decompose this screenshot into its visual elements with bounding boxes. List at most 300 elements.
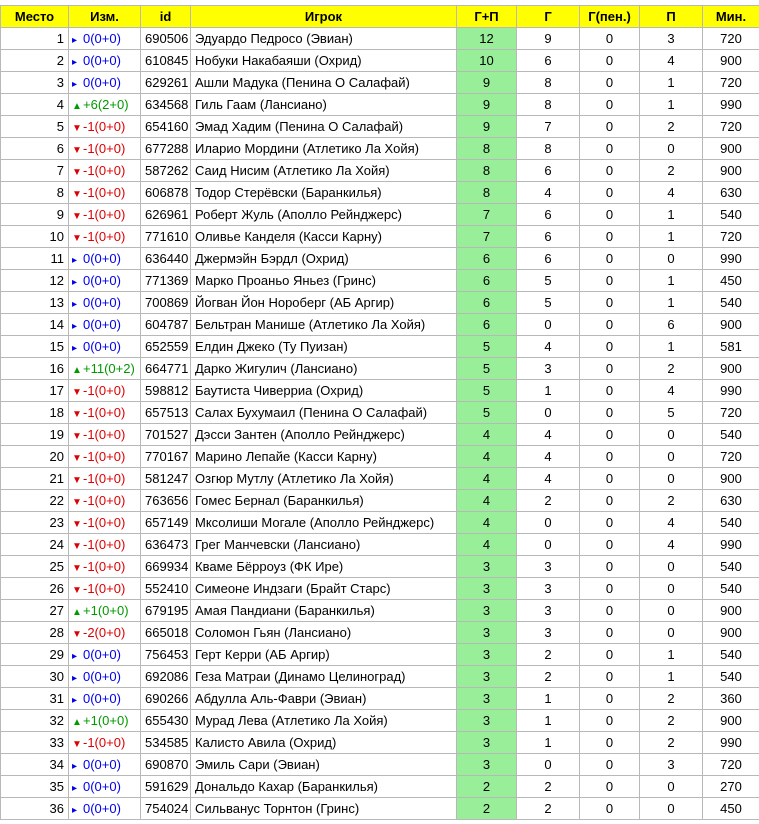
minutes-cell: 900	[703, 138, 759, 160]
pen-goals-cell: 0	[580, 204, 640, 226]
rank-cell: 16	[1, 358, 69, 380]
pen-goals-cell: 0	[580, 72, 640, 94]
assists-cell: 2	[640, 116, 703, 138]
gp-cell: 4	[457, 490, 517, 512]
pen-goals-cell: 0	[580, 490, 640, 512]
arrow-down-icon: ▼	[72, 541, 82, 552]
table-row[interactable]	[1, 468, 759, 490]
assists-cell: 0	[640, 578, 703, 600]
change-cell	[69, 556, 141, 578]
pen-goals-cell: 0	[580, 116, 640, 138]
change-cell	[69, 94, 141, 116]
id-cell: 626961	[141, 204, 191, 226]
goals-cell: 3	[517, 600, 580, 622]
pen-goals-cell: 0	[580, 270, 640, 292]
arrow-down-icon: ▼	[72, 497, 82, 508]
arrow-up-icon: ▲	[72, 607, 82, 618]
player-cell: Кваме Бёрроуз (ФК Ире)	[191, 556, 457, 578]
table-row[interactable]	[1, 28, 759, 50]
change-value: -2(0+0)	[83, 625, 126, 640]
change-value: 0(0+0)	[83, 317, 121, 332]
player-cell: Гомес Бернал (Баранкилья)	[191, 490, 457, 512]
pen-goals-cell: 0	[580, 754, 640, 776]
change-value: +11(0+2)	[83, 361, 135, 376]
arrow-right-icon: ▸	[72, 57, 78, 68]
table-row[interactable]	[1, 710, 759, 732]
rank-cell: 7	[1, 160, 69, 182]
change-value: 0(0+0)	[83, 31, 121, 46]
col-header-assists[interactable]: П	[640, 6, 703, 28]
goals-cell: 4	[517, 468, 580, 490]
id-cell: 690266	[141, 688, 191, 710]
table-row[interactable]	[1, 226, 759, 248]
change-cell	[69, 776, 141, 798]
table-row[interactable]	[1, 798, 759, 820]
goals-cell: 4	[517, 336, 580, 358]
change-cell	[69, 688, 141, 710]
change-value: 0(0+0)	[83, 295, 121, 310]
col-header-pen-goals[interactable]: Г(пен.)	[580, 6, 640, 28]
player-cell: Амая Пандиани (Баранкилья)	[191, 600, 457, 622]
pen-goals-cell: 0	[580, 512, 640, 534]
change-value: -1(0+0)	[83, 119, 126, 134]
gp-cell: 3	[457, 556, 517, 578]
change-value: -1(0+0)	[83, 735, 126, 750]
id-cell: 754024	[141, 798, 191, 820]
goals-cell: 0	[517, 534, 580, 556]
assists-cell: 2	[640, 160, 703, 182]
player-cell: Дэсси Зантен (Аполло Рейнджерс)	[191, 424, 457, 446]
gp-cell: 3	[457, 754, 517, 776]
change-value: 0(0+0)	[83, 691, 121, 706]
minutes-cell: 900	[703, 710, 759, 732]
id-cell: 690870	[141, 754, 191, 776]
col-header-goals[interactable]: Г	[517, 6, 580, 28]
id-cell: 679195	[141, 600, 191, 622]
minutes-cell: 990	[703, 534, 759, 556]
player-cell: Гиль Гаам (Лансиано)	[191, 94, 457, 116]
id-cell: 652559	[141, 336, 191, 358]
minutes-cell: 720	[703, 226, 759, 248]
pen-goals-cell: 0	[580, 776, 640, 798]
arrow-down-icon: ▼	[72, 233, 82, 244]
goals-cell: 2	[517, 798, 580, 820]
gp-cell: 3	[457, 666, 517, 688]
change-value: 0(0+0)	[83, 779, 121, 794]
assists-cell: 1	[640, 72, 703, 94]
arrow-right-icon: ▸	[72, 277, 78, 288]
player-cell: Нобуки Накабаяши (Охрид)	[191, 50, 457, 72]
pen-goals-cell: 0	[580, 182, 640, 204]
pen-goals-cell: 0	[580, 248, 640, 270]
change-value: -1(0+0)	[83, 581, 126, 596]
arrow-down-icon: ▼	[72, 475, 82, 486]
goals-cell: 6	[517, 248, 580, 270]
pen-goals-cell: 0	[580, 578, 640, 600]
id-cell: 771610	[141, 226, 191, 248]
player-cell: Тодор Стерёвски (Баранкилья)	[191, 182, 457, 204]
goals-cell: 1	[517, 732, 580, 754]
id-cell: 770167	[141, 446, 191, 468]
change-cell	[69, 446, 141, 468]
table-row[interactable]	[1, 732, 759, 754]
table-row[interactable]	[1, 314, 759, 336]
assists-cell: 5	[640, 402, 703, 424]
change-value: -1(0+0)	[83, 537, 126, 552]
player-cell: Соломон Гьян (Лансиано)	[191, 622, 457, 644]
goals-cell: 3	[517, 622, 580, 644]
table-row[interactable]	[1, 50, 759, 72]
goals-cell: 8	[517, 72, 580, 94]
change-cell	[69, 226, 141, 248]
goals-cell: 2	[517, 776, 580, 798]
pen-goals-cell: 0	[580, 446, 640, 468]
player-cell: Геза Матраи (Динамо Целиноград)	[191, 666, 457, 688]
player-cell: Дональдо Кахар (Баранкилья)	[191, 776, 457, 798]
player-cell: Иларио Мордини (Атлетико Ла Хойя)	[191, 138, 457, 160]
goals-cell: 6	[517, 160, 580, 182]
table-row[interactable]	[1, 270, 759, 292]
table-row[interactable]	[1, 754, 759, 776]
change-cell	[69, 116, 141, 138]
goals-cell: 2	[517, 490, 580, 512]
assists-cell: 0	[640, 468, 703, 490]
rank-cell: 15	[1, 336, 69, 358]
minutes-cell: 900	[703, 358, 759, 380]
change-cell	[69, 600, 141, 622]
player-cell: Саид Нисим (Атлетико Ла Хойя)	[191, 160, 457, 182]
assists-cell: 4	[640, 512, 703, 534]
assists-cell: 2	[640, 688, 703, 710]
player-cell: Озгюр Мутлу (Атлетико Ла Хойя)	[191, 468, 457, 490]
arrow-down-icon: ▼	[72, 387, 82, 398]
change-cell	[69, 72, 141, 94]
gp-cell: 4	[457, 512, 517, 534]
gp-cell: 3	[457, 578, 517, 600]
table-row[interactable]	[1, 776, 759, 798]
assists-cell: 1	[640, 644, 703, 666]
goals-cell: 3	[517, 358, 580, 380]
rank-cell: 2	[1, 50, 69, 72]
id-cell: 771369	[141, 270, 191, 292]
change-cell	[69, 270, 141, 292]
change-cell	[69, 534, 141, 556]
minutes-cell: 540	[703, 292, 759, 314]
id-cell: 636440	[141, 248, 191, 270]
id-cell: 629261	[141, 72, 191, 94]
gp-cell: 12	[457, 28, 517, 50]
gp-cell: 3	[457, 710, 517, 732]
rank-cell: 24	[1, 534, 69, 556]
rank-cell: 1	[1, 28, 69, 50]
change-cell	[69, 732, 141, 754]
rank-cell: 6	[1, 138, 69, 160]
player-cell: Симеоне Индзаги (Брайт Старс)	[191, 578, 457, 600]
pen-goals-cell: 0	[580, 666, 640, 688]
change-value: -1(0+0)	[83, 559, 126, 574]
goals-cell: 2	[517, 644, 580, 666]
change-value: 0(0+0)	[83, 53, 121, 68]
change-cell	[69, 204, 141, 226]
gp-cell: 5	[457, 402, 517, 424]
arrow-down-icon: ▼	[72, 123, 82, 134]
pen-goals-cell: 0	[580, 556, 640, 578]
rank-cell: 27	[1, 600, 69, 622]
table-row[interactable]	[1, 512, 759, 534]
table-row[interactable]	[1, 688, 759, 710]
arrow-right-icon: ▸	[72, 651, 78, 662]
table-row[interactable]	[1, 644, 759, 666]
rank-cell: 11	[1, 248, 69, 270]
change-cell	[69, 182, 141, 204]
goals-cell: 6	[517, 50, 580, 72]
table-row[interactable]	[1, 292, 759, 314]
gp-cell: 4	[457, 424, 517, 446]
assists-cell: 0	[640, 424, 703, 446]
goals-cell: 5	[517, 292, 580, 314]
pen-goals-cell: 0	[580, 336, 640, 358]
table-row[interactable]	[1, 490, 759, 512]
assists-cell: 1	[640, 226, 703, 248]
id-cell: 581247	[141, 468, 191, 490]
gp-cell: 8	[457, 160, 517, 182]
gp-cell: 4	[457, 534, 517, 556]
rank-cell: 12	[1, 270, 69, 292]
change-cell	[69, 512, 141, 534]
arrow-down-icon: ▼	[72, 453, 82, 464]
id-cell: 665018	[141, 622, 191, 644]
rank-cell: 3	[1, 72, 69, 94]
col-header-gp[interactable]: Г+П	[457, 6, 517, 28]
id-cell: 657149	[141, 512, 191, 534]
gp-cell: 8	[457, 138, 517, 160]
id-cell: 669934	[141, 556, 191, 578]
id-cell: 606878	[141, 182, 191, 204]
table-row[interactable]	[1, 622, 759, 644]
col-header-player[interactable]: Игрок	[191, 6, 457, 28]
id-cell: 692086	[141, 666, 191, 688]
table-row[interactable]	[1, 402, 759, 424]
change-value: -1(0+0)	[83, 427, 126, 442]
id-cell: 664771	[141, 358, 191, 380]
id-cell: 756453	[141, 644, 191, 666]
pen-goals-cell: 0	[580, 798, 640, 820]
goals-cell: 1	[517, 710, 580, 732]
gp-cell: 6	[457, 314, 517, 336]
change-value: -1(0+0)	[83, 493, 126, 508]
minutes-cell: 720	[703, 72, 759, 94]
gp-cell: 3	[457, 732, 517, 754]
id-cell: 598812	[141, 380, 191, 402]
assists-cell: 4	[640, 534, 703, 556]
change-value: -1(0+0)	[83, 163, 126, 178]
pen-goals-cell: 0	[580, 732, 640, 754]
change-value: 0(0+0)	[83, 251, 121, 266]
assists-cell: 0	[640, 446, 703, 468]
change-value: +1(0+0)	[83, 713, 129, 728]
player-cell: Елдин Джеко (Ту Пуизан)	[191, 336, 457, 358]
player-cell: Калисто Авила (Охрид)	[191, 732, 457, 754]
assists-cell: 1	[640, 292, 703, 314]
minutes-cell: 630	[703, 490, 759, 512]
pen-goals-cell: 0	[580, 292, 640, 314]
col-header-change[interactable]: Изм.	[69, 6, 141, 28]
col-header-id[interactable]: id	[141, 6, 191, 28]
minutes-cell: 540	[703, 204, 759, 226]
change-cell	[69, 248, 141, 270]
goals-cell: 7	[517, 116, 580, 138]
change-cell	[69, 50, 141, 72]
arrow-down-icon: ▼	[72, 585, 82, 596]
id-cell: 636473	[141, 534, 191, 556]
table-row[interactable]	[1, 160, 759, 182]
minutes-cell: 540	[703, 556, 759, 578]
gp-cell: 9	[457, 94, 517, 116]
player-cell: Баутиста Чиверриа (Охрид)	[191, 380, 457, 402]
assists-cell: 1	[640, 94, 703, 116]
minutes-cell: 990	[703, 380, 759, 402]
minutes-cell: 581	[703, 336, 759, 358]
assists-cell: 2	[640, 358, 703, 380]
minutes-cell: 990	[703, 732, 759, 754]
pen-goals-cell: 0	[580, 534, 640, 556]
col-header-rank[interactable]: Место	[1, 6, 69, 28]
gp-cell: 3	[457, 688, 517, 710]
assists-cell: 2	[640, 710, 703, 732]
player-cell: Йогван Йон Нороберг (АБ Аргир)	[191, 292, 457, 314]
minutes-cell: 900	[703, 600, 759, 622]
goals-cell: 9	[517, 28, 580, 50]
table-row[interactable]	[1, 556, 759, 578]
table-row[interactable]	[1, 182, 759, 204]
minutes-cell: 720	[703, 116, 759, 138]
change-cell	[69, 380, 141, 402]
assists-cell: 1	[640, 666, 703, 688]
gp-cell: 2	[457, 798, 517, 820]
id-cell: 587262	[141, 160, 191, 182]
pen-goals-cell: 0	[580, 138, 640, 160]
minutes-cell: 360	[703, 688, 759, 710]
change-value: -1(0+0)	[83, 515, 126, 530]
table-row[interactable]	[1, 116, 759, 138]
rank-cell: 9	[1, 204, 69, 226]
table-row[interactable]	[1, 600, 759, 622]
arrow-up-icon: ▲	[72, 365, 82, 376]
table-row[interactable]	[1, 424, 759, 446]
goals-cell: 4	[517, 446, 580, 468]
arrow-up-icon: ▲	[72, 717, 82, 728]
assists-cell: 0	[640, 776, 703, 798]
rank-cell: 4	[1, 94, 69, 116]
change-value: -1(0+0)	[83, 383, 126, 398]
pen-goals-cell: 0	[580, 314, 640, 336]
id-cell: 677288	[141, 138, 191, 160]
arrow-down-icon: ▼	[72, 519, 82, 530]
id-cell: 701527	[141, 424, 191, 446]
change-cell	[69, 314, 141, 336]
table-row[interactable]	[1, 380, 759, 402]
table-row[interactable]	[1, 204, 759, 226]
change-cell	[69, 292, 141, 314]
assists-cell: 2	[640, 490, 703, 512]
gp-cell: 8	[457, 182, 517, 204]
goals-cell: 0	[517, 314, 580, 336]
id-cell: 634568	[141, 94, 191, 116]
change-cell	[69, 358, 141, 380]
table-row[interactable]	[1, 446, 759, 468]
assists-cell: 0	[640, 138, 703, 160]
gp-cell: 6	[457, 292, 517, 314]
minutes-cell: 540	[703, 512, 759, 534]
assists-cell: 0	[640, 248, 703, 270]
change-value: +1(0+0)	[83, 603, 129, 618]
table-row[interactable]	[1, 248, 759, 270]
change-cell	[69, 138, 141, 160]
arrow-right-icon: ▸	[72, 673, 78, 684]
change-value: 0(0+0)	[83, 801, 121, 816]
player-cell: Дарко Жигулич (Лансиано)	[191, 358, 457, 380]
player-cell: Марино Лепайе (Касси Карну)	[191, 446, 457, 468]
pen-goals-cell: 0	[580, 28, 640, 50]
rank-cell: 32	[1, 710, 69, 732]
goals-cell: 6	[517, 204, 580, 226]
arrow-right-icon: ▸	[72, 695, 78, 706]
table-row[interactable]	[1, 94, 759, 116]
change-value: 0(0+0)	[83, 757, 121, 772]
gp-cell: 3	[457, 644, 517, 666]
assists-cell: 0	[640, 600, 703, 622]
change-cell	[69, 28, 141, 50]
gp-cell: 7	[457, 226, 517, 248]
rank-cell: 8	[1, 182, 69, 204]
table-row[interactable]	[1, 72, 759, 94]
rank-cell: 13	[1, 292, 69, 314]
pen-goals-cell: 0	[580, 226, 640, 248]
player-cell: Мксолиши Могале (Аполло Рейнджерс)	[191, 512, 457, 534]
table-row[interactable]	[1, 358, 759, 380]
table-row[interactable]	[1, 138, 759, 160]
rank-cell: 29	[1, 644, 69, 666]
minutes-cell: 450	[703, 270, 759, 292]
change-cell	[69, 578, 141, 600]
player-cell: Мурад Лева (Атлетико Ла Хойя)	[191, 710, 457, 732]
change-cell	[69, 336, 141, 358]
assists-cell: 2	[640, 732, 703, 754]
table-row[interactable]	[1, 578, 759, 600]
col-header-minutes[interactable]: Мин.	[703, 6, 759, 28]
gp-cell: 4	[457, 468, 517, 490]
table-row[interactable]	[1, 336, 759, 358]
gp-cell: 10	[457, 50, 517, 72]
pen-goals-cell: 0	[580, 688, 640, 710]
minutes-cell: 630	[703, 182, 759, 204]
goals-cell: 1	[517, 688, 580, 710]
table-row[interactable]	[1, 534, 759, 556]
pen-goals-cell: 0	[580, 424, 640, 446]
scorers-table	[0, 5, 759, 820]
gp-cell: 9	[457, 116, 517, 138]
gp-cell: 5	[457, 380, 517, 402]
player-cell: Марко Проаньо Яньез (Гринс)	[191, 270, 457, 292]
table-row[interactable]	[1, 666, 759, 688]
player-cell: Эмад Хадим (Пенина О Салафай)	[191, 116, 457, 138]
pen-goals-cell: 0	[580, 622, 640, 644]
arrow-right-icon: ▸	[72, 321, 78, 332]
rank-cell: 17	[1, 380, 69, 402]
rank-cell: 20	[1, 446, 69, 468]
player-cell: Эмиль Сари (Эвиан)	[191, 754, 457, 776]
change-value: 0(0+0)	[83, 647, 121, 662]
